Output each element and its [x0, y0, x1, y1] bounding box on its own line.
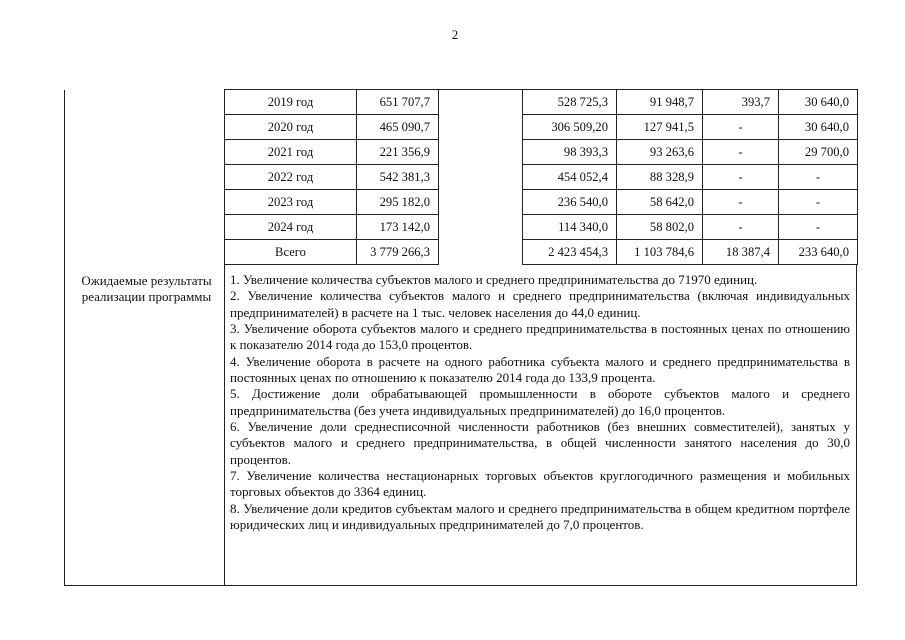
empty-cell [439, 140, 523, 165]
total-cell: 295 182,0 [357, 190, 439, 215]
expected-results-row [64, 264, 857, 586]
value-cell: 233 640,0 [779, 240, 858, 265]
label-cell [65, 140, 225, 165]
label-cell [65, 190, 225, 215]
table-row [65, 240, 858, 265]
total-cell: 465 090,7 [357, 115, 439, 140]
year-cell: 2022 год [225, 165, 357, 190]
value-cell: - [779, 215, 858, 240]
value-cell: - [779, 165, 858, 190]
year-cell: Всего [225, 240, 357, 265]
label-cell [65, 165, 225, 190]
value-cell: 91 948,7 [617, 90, 703, 115]
result-item: 7. Увеличение количества нестационарных торговых объектов круглогодичного размещения и мобильных торговых объектов до 3364 единиц. [230, 468, 850, 500]
value-cell: 58 642,0 [617, 190, 703, 215]
value-cell: 1 103 784,6 [617, 240, 703, 265]
table-row [65, 165, 858, 190]
value-cell: 58 802,0 [617, 215, 703, 240]
total-cell: 173 142,0 [357, 215, 439, 240]
expected-results-label: Ожидаемые результаты реализации программы [65, 264, 225, 585]
value-cell: 114 340,0 [523, 215, 617, 240]
value-cell: - [703, 215, 779, 240]
value-cell: 98 393,3 [523, 140, 617, 165]
result-item: 1. Увеличение количества субъектов малого и среднего предпринимательства до 71970 единиц. [230, 272, 758, 287]
table-row [65, 190, 858, 215]
value-cell: 29 700,0 [779, 140, 858, 165]
year-cell: 2024 год [225, 215, 357, 240]
value-cell: 93 263,6 [617, 140, 703, 165]
value-cell: 2 423 454,3 [523, 240, 617, 265]
value-cell: 30 640,0 [779, 90, 858, 115]
year-cell: 2021 год [225, 140, 357, 165]
value-cell: - [779, 190, 858, 215]
value-cell: 18 387,4 [703, 240, 779, 265]
total-cell: 651 707,7 [357, 90, 439, 115]
value-cell: - [703, 115, 779, 140]
label-cell [65, 240, 225, 265]
value-cell: 30 640,0 [779, 115, 858, 140]
label-cell [65, 115, 225, 140]
label-cell [65, 215, 225, 240]
table-row [65, 215, 858, 240]
value-cell: 127 941,5 [617, 115, 703, 140]
empty-cell [439, 165, 523, 190]
year-cell: 2019 год [225, 90, 357, 115]
total-cell: 542 381,3 [357, 165, 439, 190]
value-cell: 528 725,3 [523, 90, 617, 115]
result-item: 3. Увеличение оборота субъектов малого и среднего предпринимательства в постоянных ценах по отношению к показателю 2014 года до 153,0 процентов. [230, 321, 850, 353]
result-item: 5. Достижение доли обрабатывающей промышленности в обороте субъектов малого и среднего предпринимательства (без учета индивидуальных предпринимателей) до 16,0 процентов. [230, 386, 850, 418]
empty-cell [439, 215, 523, 240]
label-cell [65, 90, 225, 115]
page-number: 2 [451, 27, 459, 42]
empty-cell [439, 190, 523, 215]
result-item: 2. Увеличение количества субъектов малого и среднего предпринимательства (включая индивидуальных предпринимателей) в расчете на 1 тыс. человек населения до 44,0 единиц. [230, 288, 850, 320]
table-row [65, 115, 858, 140]
empty-cell [439, 240, 523, 265]
result-item: 8. Увеличение доли кредитов субъектам малого и среднего предпринимательства в общем кредитном портфеле юридических лиц и индивидуальных предпринимателей до 7,0 процентов. [230, 500, 850, 533]
budget-table [64, 89, 858, 265]
empty-cell [439, 115, 523, 140]
empty-cell [439, 90, 523, 115]
expected-results-list [225, 264, 856, 585]
result-item: 4. Увеличение оборота в расчете на одного работника субъекта малого и среднего предпринимательства в постоянных ценах по отношению к показателю 2014 года до 133,9 процента. [230, 353, 850, 386]
value-cell: 393,7 [703, 90, 779, 115]
year-cell: 2020 год [225, 115, 357, 140]
value-cell: - [703, 165, 779, 190]
total-cell: 3 779 266,3 [357, 240, 439, 265]
total-cell: 221 356,9 [357, 140, 439, 165]
table-row [65, 90, 858, 115]
value-cell: 454 052,4 [523, 165, 617, 190]
value-cell: 236 540,0 [523, 190, 617, 215]
value-cell: - [703, 190, 779, 215]
value-cell: - [703, 140, 779, 165]
year-cell: 2023 год [225, 190, 357, 215]
value-cell: 306 509,20 [523, 115, 617, 140]
table-row [65, 140, 858, 165]
result-item: 6. Увеличение доли среднесписочной численности работников (без внешних совместителей), занятых у субъектов малого и среднего предпринимательства, в общей численности занятого населения до 30,0 процентов. [230, 419, 850, 467]
value-cell: 88 328,9 [617, 165, 703, 190]
